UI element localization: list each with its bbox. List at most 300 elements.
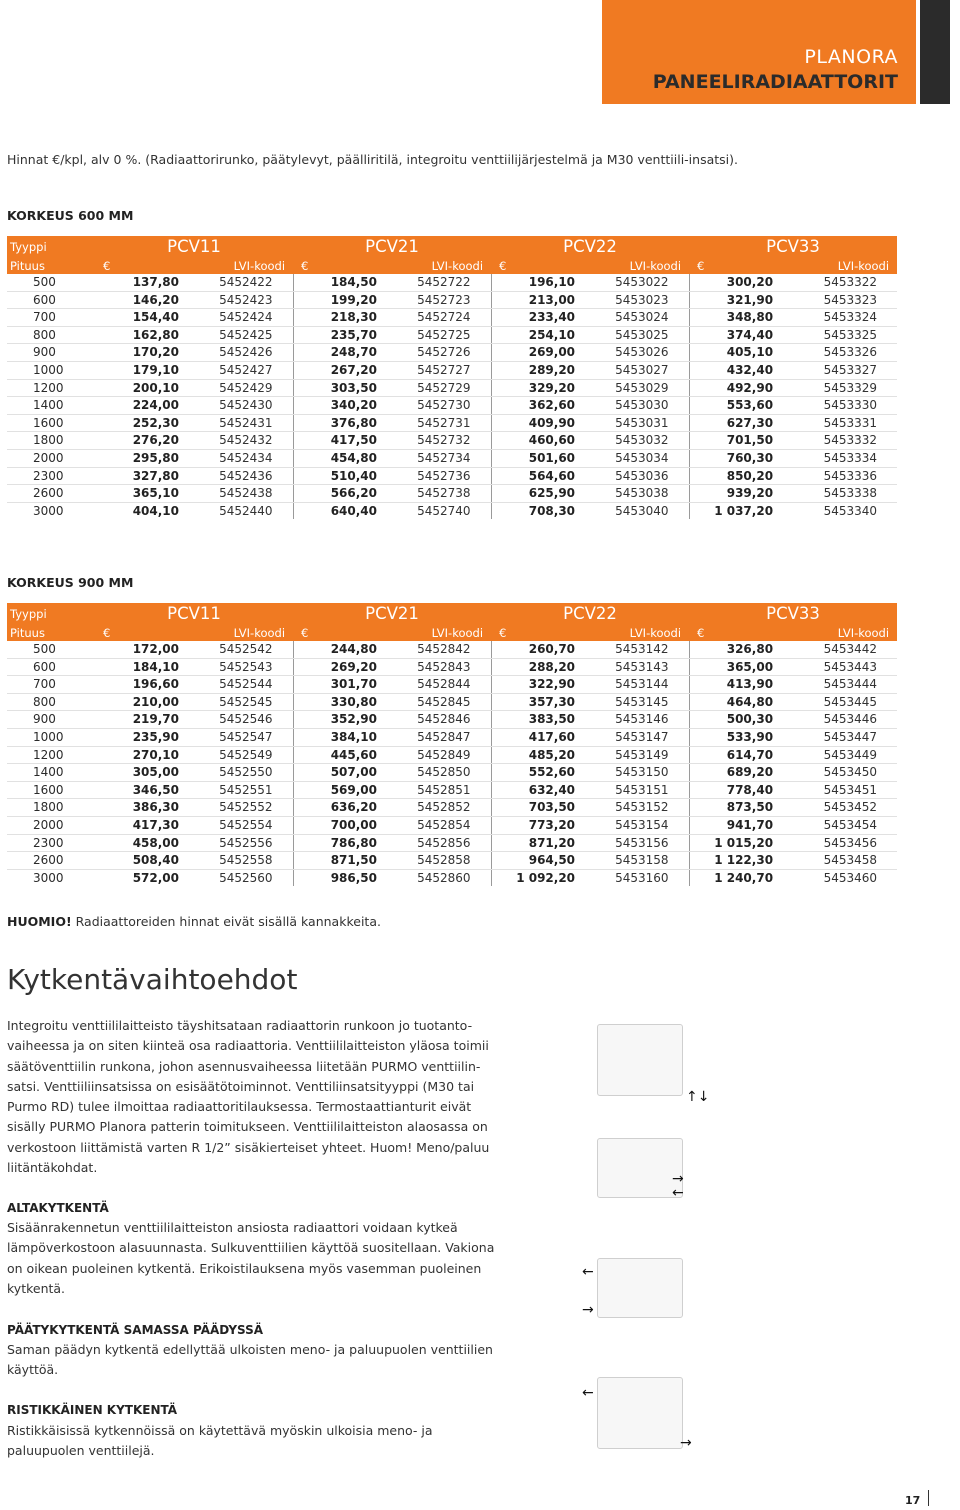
price-cell: 986,50 bbox=[293, 869, 403, 886]
code-cell: 5453322 bbox=[799, 274, 897, 291]
type-label: Tyyppi bbox=[7, 236, 95, 258]
code-cell: 5452542 bbox=[205, 641, 293, 658]
length-cell: 900 bbox=[7, 711, 95, 729]
table-row bbox=[7, 379, 897, 397]
price-cell: 1 240,70 bbox=[689, 869, 799, 886]
code-cell: 5453144 bbox=[601, 676, 689, 694]
code-cell: 5452851 bbox=[403, 781, 491, 799]
code-cell: 5452549 bbox=[205, 746, 293, 764]
arrow-right-icon: → bbox=[672, 1171, 684, 1187]
code-cell: 5453031 bbox=[601, 414, 689, 432]
price-cell: 179,10 bbox=[95, 361, 205, 379]
code-cell: 5453142 bbox=[601, 641, 689, 658]
code-cell: 5453456 bbox=[799, 834, 897, 852]
code-cell: 5452843 bbox=[403, 658, 491, 676]
price-cell: 200,10 bbox=[95, 379, 205, 397]
subsection-text: Saman päädyn kytkentä edellyttää ulkoisten meno- ja paluupuolen venttiilien käyttöä. bbox=[7, 1342, 493, 1378]
price-cell: 553,60 bbox=[689, 397, 799, 415]
price-cell: 162,80 bbox=[95, 326, 205, 344]
price-cell: 939,20 bbox=[689, 485, 799, 503]
price-cell: 708,30 bbox=[491, 502, 601, 519]
price-cell: 196,10 bbox=[491, 274, 601, 291]
table-row bbox=[7, 326, 897, 344]
code-cell: 5452738 bbox=[403, 485, 491, 503]
table-row bbox=[7, 432, 897, 450]
section-heading: Kytkentävaihtoehdot bbox=[7, 963, 298, 996]
code-cell: 5453038 bbox=[601, 485, 689, 503]
table-row bbox=[7, 746, 897, 764]
length-cell: 1800 bbox=[7, 799, 95, 817]
model-header: PCV21 bbox=[293, 603, 491, 625]
code-header: LVI-koodi bbox=[403, 625, 491, 641]
price-cell: 252,30 bbox=[95, 414, 205, 432]
code-cell: 5453451 bbox=[799, 781, 897, 799]
price-cell: 432,40 bbox=[689, 361, 799, 379]
code-cell: 5452431 bbox=[205, 414, 293, 432]
price-cell: 941,70 bbox=[689, 816, 799, 834]
code-cell: 5453444 bbox=[799, 676, 897, 694]
code-header: LVI-koodi bbox=[205, 258, 293, 274]
length-cell: 3000 bbox=[33, 870, 64, 885]
table-row bbox=[7, 274, 897, 291]
code-cell: 5453454 bbox=[799, 816, 897, 834]
code-cell: 5453029 bbox=[601, 379, 689, 397]
code-cell: 5452844 bbox=[403, 676, 491, 694]
price-cell: 305,00 bbox=[95, 764, 205, 782]
arrow-left-icon: ← bbox=[582, 1385, 594, 1401]
code-cell: 5452860 bbox=[417, 870, 471, 885]
model-header: PCV22 bbox=[491, 603, 689, 625]
note bbox=[7, 914, 381, 929]
price-table-900 bbox=[7, 603, 897, 886]
code-cell: 5452440 bbox=[219, 503, 273, 518]
note-text: Radiaattoreiden hinnat eivät sisällä kannakkeita. bbox=[71, 914, 381, 929]
price-intro: Hinnat €/kpl, alv 0 %. (Radiaattorirunko, päätylevyt, päälliritilä, integroitu venttiilijärjestelmä ja M30 venttiili-insatsi). bbox=[7, 152, 738, 167]
length-cell: 3000 bbox=[33, 503, 64, 518]
price-cell: 417,30 bbox=[95, 816, 205, 834]
code-cell: 5452423 bbox=[205, 291, 293, 309]
table-row bbox=[7, 414, 897, 432]
length-cell: 1800 bbox=[7, 432, 95, 450]
price-cell: 269,20 bbox=[293, 658, 403, 676]
note-bold: HUOMIO! bbox=[7, 914, 72, 929]
code-cell: 5452554 bbox=[205, 816, 293, 834]
code-cell: 5452732 bbox=[403, 432, 491, 450]
price-cell: 566,20 bbox=[293, 485, 403, 503]
price-cell: 871,20 bbox=[491, 834, 601, 852]
code-cell: 5453036 bbox=[601, 467, 689, 485]
code-cell: 5452558 bbox=[205, 852, 293, 870]
price-cell: 288,20 bbox=[491, 658, 601, 676]
currency-header: € bbox=[689, 258, 799, 274]
length-cell: 800 bbox=[7, 326, 95, 344]
subsection-text: Sisäänrakennetun venttiililaitteiston ansiosta radiaattori voidaan kytkeä lämpöverkostoon alasuunnasta. Sulkuventtiilien käyttöä suositellaan. Vakiona on oikean puoleinen kytkentä. Erikoistilauksena myös vasemman puoleinen kytkentä. bbox=[7, 1220, 495, 1296]
code-cell: 5452556 bbox=[205, 834, 293, 852]
price-cell: 572,00 bbox=[132, 870, 179, 885]
price-cell: 417,60 bbox=[491, 728, 601, 746]
price-cell: 276,20 bbox=[95, 432, 205, 450]
code-cell: 5452725 bbox=[403, 326, 491, 344]
code-cell: 5452726 bbox=[403, 344, 491, 362]
price-cell: 492,90 bbox=[689, 379, 799, 397]
length-label: Pituus bbox=[7, 625, 95, 641]
length-cell: 2000 bbox=[7, 449, 95, 467]
price-cell: 850,20 bbox=[689, 467, 799, 485]
price-cell: 210,00 bbox=[95, 693, 205, 711]
code-cell: 5453023 bbox=[601, 291, 689, 309]
code-cell: 5453154 bbox=[601, 816, 689, 834]
code-cell: 5452547 bbox=[205, 728, 293, 746]
price-cell: 235,70 bbox=[293, 326, 403, 344]
price-cell: 346,50 bbox=[95, 781, 205, 799]
code-cell: 5452858 bbox=[403, 852, 491, 870]
code-cell: 5452546 bbox=[205, 711, 293, 729]
code-cell: 5452551 bbox=[205, 781, 293, 799]
radiator-diagram-bottom-connection bbox=[597, 1138, 684, 1201]
length-cell: 1600 bbox=[7, 781, 95, 799]
currency-header: € bbox=[293, 258, 403, 274]
table-row bbox=[7, 799, 897, 817]
code-cell: 5452422 bbox=[205, 274, 293, 291]
code-cell: 5453326 bbox=[799, 344, 897, 362]
price-cell: 552,60 bbox=[491, 764, 601, 782]
table-row bbox=[7, 728, 897, 746]
price-cell: 383,50 bbox=[491, 711, 601, 729]
table-row bbox=[7, 449, 897, 467]
price-cell: 352,90 bbox=[293, 711, 403, 729]
radiator-diagram-same-end bbox=[597, 1258, 683, 1318]
length-cell: 600 bbox=[7, 658, 95, 676]
price-cell: 172,00 bbox=[95, 641, 205, 658]
code-cell: 5453146 bbox=[601, 711, 689, 729]
price-cell: 409,90 bbox=[491, 414, 601, 432]
price-cell: 510,40 bbox=[293, 467, 403, 485]
table-row bbox=[7, 309, 897, 327]
code-cell: 5452434 bbox=[205, 449, 293, 467]
code-cell: 5452846 bbox=[403, 711, 491, 729]
price-cell: 1 037,20 bbox=[689, 502, 799, 519]
code-cell: 5453442 bbox=[799, 641, 897, 658]
price-cell: 454,80 bbox=[293, 449, 403, 467]
code-cell: 5453152 bbox=[601, 799, 689, 817]
price-cell: 235,90 bbox=[95, 728, 205, 746]
arrow-right-icon: → bbox=[680, 1435, 692, 1451]
code-cell: 5453025 bbox=[601, 326, 689, 344]
code-cell: 5452723 bbox=[403, 291, 491, 309]
price-cell: 154,40 bbox=[95, 309, 205, 327]
price-cell: 357,30 bbox=[491, 693, 601, 711]
table-row bbox=[7, 711, 897, 729]
price-cell: 218,30 bbox=[293, 309, 403, 327]
price-cell: 1 092,20 bbox=[491, 869, 601, 886]
price-cell: 254,10 bbox=[491, 326, 601, 344]
price-cell: 270,10 bbox=[95, 746, 205, 764]
code-cell: 5453032 bbox=[601, 432, 689, 450]
table-row bbox=[7, 816, 897, 834]
code-header: LVI-koodi bbox=[403, 258, 491, 274]
price-cell: 636,20 bbox=[293, 799, 403, 817]
price-cell: 384,10 bbox=[293, 728, 403, 746]
code-cell: 5452438 bbox=[205, 485, 293, 503]
length-cell: 700 bbox=[7, 676, 95, 694]
code-cell: 5453332 bbox=[799, 432, 897, 450]
length-cell: 500 bbox=[7, 274, 95, 291]
code-cell: 5453034 bbox=[601, 449, 689, 467]
price-cell: 625,90 bbox=[491, 485, 601, 503]
length-cell: 1400 bbox=[7, 397, 95, 415]
length-cell: 1000 bbox=[7, 361, 95, 379]
price-cell: 689,20 bbox=[689, 764, 799, 782]
table-row bbox=[7, 502, 897, 519]
code-cell: 5453323 bbox=[799, 291, 897, 309]
currency-header: € bbox=[689, 625, 799, 641]
price-cell: 330,80 bbox=[293, 693, 403, 711]
header-dark-strip bbox=[920, 0, 950, 104]
price-cell: 564,60 bbox=[491, 467, 601, 485]
price-cell: 322,90 bbox=[491, 676, 601, 694]
price-cell: 260,70 bbox=[491, 641, 601, 658]
price-cell: 300,20 bbox=[689, 274, 799, 291]
code-cell: 5452729 bbox=[403, 379, 491, 397]
subsection-title: RISTIKKÄINEN KYTKENTÄ bbox=[7, 1403, 178, 1417]
price-cell: 321,90 bbox=[689, 291, 799, 309]
price-cell: 417,50 bbox=[293, 432, 403, 450]
code-cell: 5452544 bbox=[205, 676, 293, 694]
length-cell: 2600 bbox=[7, 485, 95, 503]
code-cell: 5453325 bbox=[799, 326, 897, 344]
price-cell: 137,80 bbox=[95, 274, 205, 291]
code-cell: 5452852 bbox=[403, 799, 491, 817]
price-cell: 405,10 bbox=[689, 344, 799, 362]
currency-header: € bbox=[95, 258, 205, 274]
code-cell: 5453340 bbox=[823, 503, 878, 518]
code-cell: 5452430 bbox=[205, 397, 293, 415]
code-cell: 5453450 bbox=[799, 764, 897, 782]
price-cell: 701,50 bbox=[689, 432, 799, 450]
code-cell: 5452845 bbox=[403, 693, 491, 711]
code-cell: 5453147 bbox=[601, 728, 689, 746]
price-cell: 267,20 bbox=[293, 361, 403, 379]
table-600-title: KORKEUS 600 MM bbox=[7, 208, 134, 223]
page-number-divider bbox=[928, 1490, 929, 1506]
price-cell: 213,00 bbox=[491, 291, 601, 309]
model-header: PCV33 bbox=[689, 603, 897, 625]
price-cell: 508,40 bbox=[95, 852, 205, 870]
price-cell: 500,30 bbox=[689, 711, 799, 729]
code-cell: 5452734 bbox=[403, 449, 491, 467]
length-cell: 1000 bbox=[7, 728, 95, 746]
currency-header: € bbox=[491, 258, 601, 274]
price-cell: 233,40 bbox=[491, 309, 601, 327]
price-cell: 760,30 bbox=[689, 449, 799, 467]
code-cell: 5453158 bbox=[601, 852, 689, 870]
price-cell: 199,20 bbox=[293, 291, 403, 309]
price-cell: 413,90 bbox=[689, 676, 799, 694]
model-header: PCV11 bbox=[95, 236, 293, 258]
price-cell: 348,80 bbox=[689, 309, 799, 327]
table-row bbox=[7, 764, 897, 782]
price-cell: 386,30 bbox=[95, 799, 205, 817]
price-cell: 365,00 bbox=[689, 658, 799, 676]
price-cell: 778,40 bbox=[689, 781, 799, 799]
subsection-title: PÄÄTYKYTKENTÄ SAMASSA PÄÄDYSSÄ bbox=[7, 1323, 264, 1337]
code-cell: 5452727 bbox=[403, 361, 491, 379]
code-cell: 5453334 bbox=[799, 449, 897, 467]
code-cell: 5452849 bbox=[403, 746, 491, 764]
price-cell: 301,70 bbox=[293, 676, 403, 694]
price-cell: 340,20 bbox=[293, 397, 403, 415]
code-cell: 5453143 bbox=[601, 658, 689, 676]
arrow-left-icon: ← bbox=[582, 1264, 594, 1280]
length-cell: 2300 bbox=[7, 467, 95, 485]
code-cell: 5453024 bbox=[601, 309, 689, 327]
code-cell: 5452543 bbox=[205, 658, 293, 676]
price-cell: 362,60 bbox=[491, 397, 601, 415]
price-cell: 700,00 bbox=[293, 816, 403, 834]
table-900-title: KORKEUS 900 MM bbox=[7, 575, 134, 590]
price-cell: 295,80 bbox=[95, 449, 205, 467]
length-cell: 2000 bbox=[7, 816, 95, 834]
length-label: Pituus bbox=[7, 258, 95, 274]
code-cell: 5452736 bbox=[403, 467, 491, 485]
code-cell: 5453030 bbox=[601, 397, 689, 415]
price-cell: 365,10 bbox=[95, 485, 205, 503]
code-cell: 5453331 bbox=[799, 414, 897, 432]
table-row bbox=[7, 693, 897, 711]
price-cell: 485,20 bbox=[491, 746, 601, 764]
price-cell: 569,00 bbox=[293, 781, 403, 799]
price-table-600 bbox=[7, 236, 897, 519]
length-cell: 2300 bbox=[7, 834, 95, 852]
arrow-left-icon: ← bbox=[672, 1185, 684, 1201]
table-row bbox=[7, 361, 897, 379]
length-cell: 900 bbox=[7, 344, 95, 362]
table-row bbox=[7, 485, 897, 503]
price-cell: 327,80 bbox=[95, 467, 205, 485]
code-cell: 5452424 bbox=[205, 309, 293, 327]
code-cell: 5452550 bbox=[205, 764, 293, 782]
price-cell: 146,20 bbox=[95, 291, 205, 309]
length-cell: 700 bbox=[7, 309, 95, 327]
code-cell: 5453329 bbox=[799, 379, 897, 397]
length-cell: 500 bbox=[7, 641, 95, 658]
code-cell: 5452847 bbox=[403, 728, 491, 746]
code-cell: 5453458 bbox=[799, 852, 897, 870]
brand-name: PLANORA bbox=[804, 46, 898, 68]
table-row bbox=[7, 467, 897, 485]
length-cell: 1200 bbox=[7, 379, 95, 397]
length-cell: 1400 bbox=[7, 764, 95, 782]
price-cell: 184,50 bbox=[293, 274, 403, 291]
arrow-right-icon: → bbox=[582, 1302, 594, 1318]
radiator-diagram-cross bbox=[597, 1377, 683, 1449]
table-row bbox=[7, 781, 897, 799]
currency-header: € bbox=[491, 625, 601, 641]
table-row bbox=[7, 641, 897, 658]
code-cell: 5452740 bbox=[417, 503, 471, 518]
code-cell: 5453151 bbox=[601, 781, 689, 799]
code-header: LVI-koodi bbox=[601, 625, 689, 641]
table-row bbox=[7, 291, 897, 309]
price-cell: 460,60 bbox=[491, 432, 601, 450]
code-cell: 5453026 bbox=[601, 344, 689, 362]
code-cell: 5452842 bbox=[403, 641, 491, 658]
currency-header: € bbox=[293, 625, 403, 641]
currency-header: € bbox=[95, 625, 205, 641]
updown-arrows-icon: ↑↓ bbox=[686, 1089, 710, 1105]
code-cell: 5453330 bbox=[799, 397, 897, 415]
code-header: LVI-koodi bbox=[799, 258, 897, 274]
model-header: PCV11 bbox=[95, 603, 293, 625]
price-cell: 703,50 bbox=[491, 799, 601, 817]
price-cell: 533,90 bbox=[689, 728, 799, 746]
length-cell: 2600 bbox=[7, 852, 95, 870]
code-cell: 5453445 bbox=[799, 693, 897, 711]
code-cell: 5452425 bbox=[205, 326, 293, 344]
price-cell: 458,00 bbox=[95, 834, 205, 852]
page-title: PANEELIRADIAATTORIT bbox=[652, 71, 898, 93]
code-cell: 5453150 bbox=[601, 764, 689, 782]
radiator-diagram-top bbox=[597, 1024, 683, 1096]
code-cell: 5452427 bbox=[205, 361, 293, 379]
table-row bbox=[7, 397, 897, 415]
price-cell: 376,80 bbox=[293, 414, 403, 432]
price-cell: 374,40 bbox=[689, 326, 799, 344]
code-cell: 5452724 bbox=[403, 309, 491, 327]
code-cell: 5452560 bbox=[219, 870, 273, 885]
code-cell: 5453452 bbox=[799, 799, 897, 817]
code-cell: 5452552 bbox=[205, 799, 293, 817]
price-cell: 786,80 bbox=[293, 834, 403, 852]
price-cell: 964,50 bbox=[491, 852, 601, 870]
price-cell: 269,00 bbox=[491, 344, 601, 362]
code-cell: 5452856 bbox=[403, 834, 491, 852]
price-cell: 464,80 bbox=[689, 693, 799, 711]
price-cell: 244,80 bbox=[293, 641, 403, 658]
code-cell: 5453027 bbox=[601, 361, 689, 379]
price-cell: 289,20 bbox=[491, 361, 601, 379]
connections-intro: Integroitu venttiililaitteisto täyshitsataan radiaattorin runkoon jo tuotanto-vaiheessa ja on siten kiinteä osa radiaattoria. Venttiililaitteiston yläosa toimii säätöventtiilin runkona, johon asennusvaiheessa liitetään PURMO venttiilin-satsi. Venttiiliinsatsissa on esisäätötoiminnot. Venttiliinsatsityyppi (M30 tai Purmo RD) tulee ilmoittaa radiaattoritilauksessa. Termostaattianturit eivät sisälly PURMO Planora patterin toimitukseen. Venttiililaitteiston alaosassa on verkostoon liittämistä varten R 1/2” sisäkierteiset yhteet. Huom! Meno/paluu liitäntäkohdat. bbox=[7, 1018, 490, 1176]
price-cell: 224,00 bbox=[95, 397, 205, 415]
code-cell: 5453443 bbox=[799, 658, 897, 676]
code-cell: 5453336 bbox=[799, 467, 897, 485]
type-label: Tyyppi bbox=[7, 603, 95, 625]
code-header: LVI-koodi bbox=[601, 258, 689, 274]
code-header: LVI-koodi bbox=[799, 625, 897, 641]
code-cell: 5452730 bbox=[403, 397, 491, 415]
model-header: PCV22 bbox=[491, 236, 689, 258]
table-row bbox=[7, 852, 897, 870]
code-cell: 5452722 bbox=[403, 274, 491, 291]
code-cell: 5453156 bbox=[601, 834, 689, 852]
table-row bbox=[7, 869, 897, 886]
code-cell: 5452731 bbox=[403, 414, 491, 432]
price-cell: 445,60 bbox=[293, 746, 403, 764]
price-cell: 873,50 bbox=[689, 799, 799, 817]
code-cell: 5452436 bbox=[205, 467, 293, 485]
code-cell: 5452426 bbox=[205, 344, 293, 362]
code-cell: 5452432 bbox=[205, 432, 293, 450]
code-cell: 5452429 bbox=[205, 379, 293, 397]
price-cell: 404,10 bbox=[132, 503, 179, 518]
code-cell: 5453022 bbox=[601, 274, 689, 291]
code-cell: 5452850 bbox=[403, 764, 491, 782]
code-cell: 5453324 bbox=[799, 309, 897, 327]
price-cell: 632,40 bbox=[491, 781, 601, 799]
table-row bbox=[7, 834, 897, 852]
price-cell: 627,30 bbox=[689, 414, 799, 432]
price-cell: 329,20 bbox=[491, 379, 601, 397]
